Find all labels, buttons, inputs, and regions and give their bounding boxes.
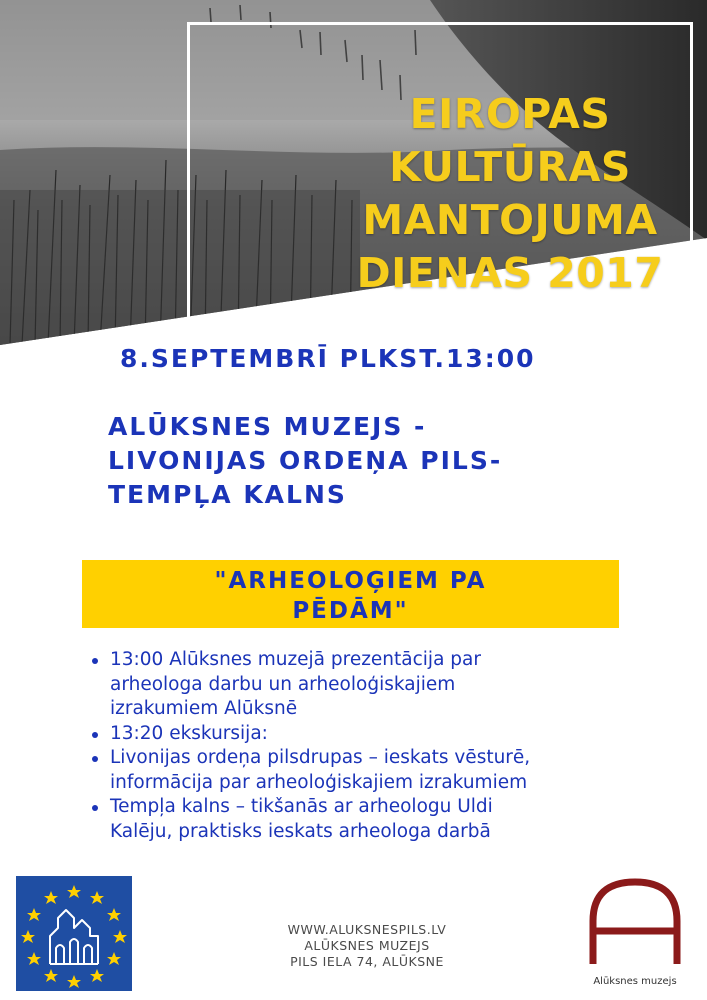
program-list: [90, 648, 650, 844]
website-link[interactable]: WWW.ALUKSNESPILS.LV: [287, 922, 447, 937]
program-text: 13:20 ekskursija:: [110, 722, 268, 744]
bullet-icon: [92, 658, 98, 664]
program-item: [90, 722, 650, 747]
program-text: izrakumiem Alūksnē: [110, 698, 298, 719]
address: PILS IELA 74, ALŪKSNE: [290, 954, 444, 969]
program-item: [90, 746, 650, 795]
organization-name: ALŪKSNES MUZEJS: [304, 938, 430, 953]
title-line: DIENAS 2017: [356, 249, 664, 297]
title-line: MANTOJUMA: [362, 196, 658, 244]
program-text: Kalēju, praktisks ieskats arheologa darbā: [110, 820, 491, 842]
title-line: KULTŪRAS: [389, 143, 631, 191]
program-item: [90, 795, 650, 844]
venue-line: TEMPĻA KALNS: [108, 480, 347, 509]
bullet-icon: [92, 805, 98, 811]
program-text: Livonijas ordeņa pilsdrupas – ieskats vēsturē,: [110, 747, 531, 768]
title-line: EIROPAS: [409, 90, 611, 138]
event-title-line: PĒDĀM": [292, 598, 409, 624]
program-text: arheologa darbu un arheoloģiskajiem: [110, 673, 456, 695]
event-title-banner: [82, 560, 619, 628]
hero-photo: [0, 0, 707, 345]
event-title: [82, 566, 619, 626]
program-text: Tempļa kalns – tikšanās ar arheologu Uldi: [110, 796, 493, 817]
event-date: 8.SEPTEMBRĪ PLKST.13:00: [120, 344, 536, 373]
contact-info: [262, 922, 472, 970]
program-text: 13:00 Alūksnes muzejā prezentācija par: [110, 649, 481, 670]
museum-logo-caption: Alūksnes muzejs: [593, 976, 677, 987]
eu-stars-castle-icon: [16, 876, 132, 991]
venue-line: LIVONIJAS ORDEŅA PILS-: [108, 446, 503, 475]
page-title: [330, 88, 690, 300]
event-title-line: "ARHEOLOĢIEM PA: [214, 568, 487, 594]
bullet-icon: [92, 732, 98, 738]
venue-heading: [108, 410, 502, 512]
program-item: [90, 648, 650, 722]
venue-line: ALŪKSNES MUZEJS -: [108, 412, 427, 441]
bullet-icon: [92, 756, 98, 762]
program-text: informācija par arheoloģiskajiem izrakumiem: [110, 771, 528, 793]
